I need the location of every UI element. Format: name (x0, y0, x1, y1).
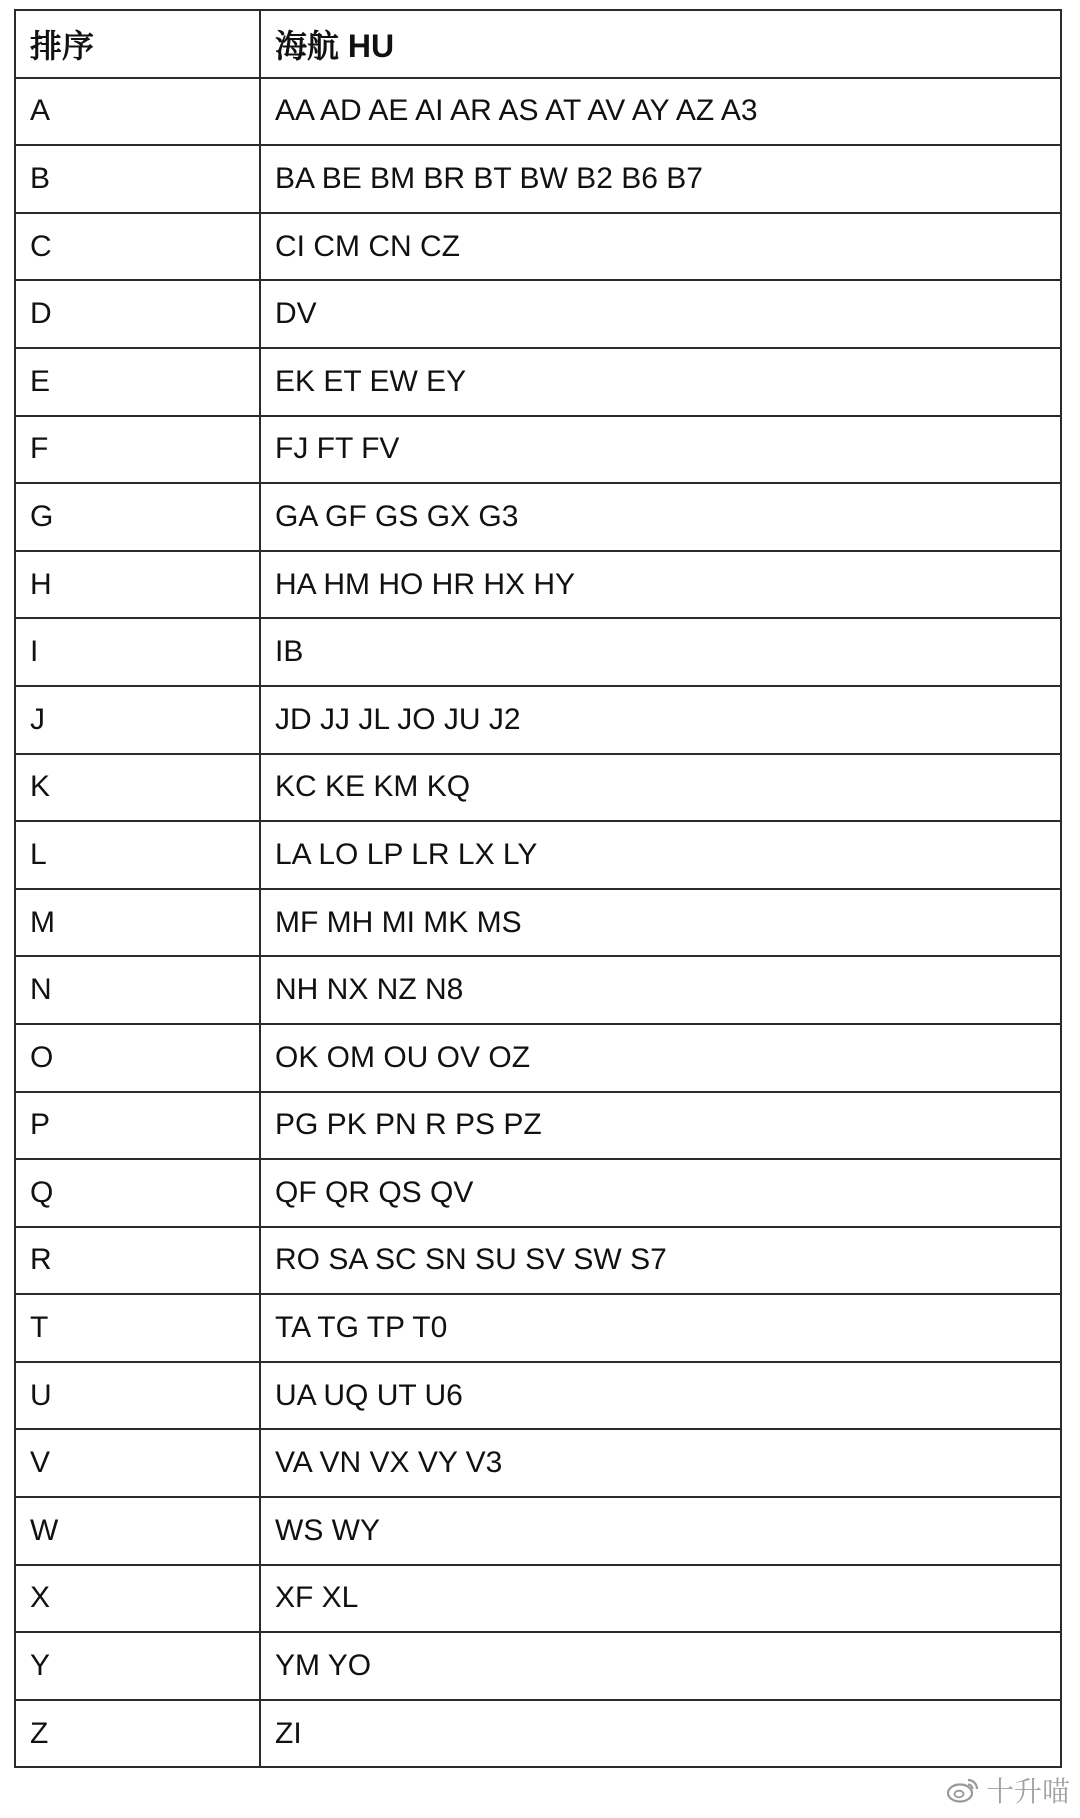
table-row (15, 1362, 1061, 1430)
row-airline-codes: IB (260, 618, 1061, 686)
row-letter: V (15, 1429, 260, 1497)
table-row (15, 1632, 1061, 1700)
row-airline-codes: XF XL (260, 1565, 1061, 1633)
table-row (15, 551, 1061, 619)
row-airline-codes: QF QR QS QV (260, 1159, 1061, 1227)
row-airline-codes: BA BE BM BR BT BW B2 B6 B7 (260, 145, 1061, 213)
row-airline-codes: WS WY (260, 1497, 1061, 1565)
row-letter: Z (15, 1700, 260, 1768)
table-row (15, 348, 1061, 416)
table-row (15, 1700, 1061, 1768)
row-letter: Q (15, 1159, 260, 1227)
table-row (15, 78, 1061, 146)
header-sort: 排序 (15, 10, 260, 78)
row-letter: P (15, 1092, 260, 1160)
table-row (15, 1565, 1061, 1633)
row-airline-codes: EK ET EW EY (260, 348, 1061, 416)
table-body (15, 78, 1061, 1768)
row-letter: M (15, 889, 260, 957)
row-airline-codes: LA LO LP LR LX LY (260, 821, 1061, 889)
table-row (15, 1497, 1061, 1565)
row-letter: K (15, 754, 260, 822)
table-row (15, 213, 1061, 281)
table-row (15, 145, 1061, 213)
row-airline-codes: GA GF GS GX G3 (260, 483, 1061, 551)
table-row (15, 280, 1061, 348)
row-airline-codes: OK OM OU OV OZ (260, 1024, 1061, 1092)
row-letter: A (15, 78, 260, 146)
row-airline-codes: CI CM CN CZ (260, 213, 1061, 281)
row-airline-codes: KC KE KM KQ (260, 754, 1061, 822)
row-airline-codes: AA AD AE AI AR AS AT AV AY AZ A3 (260, 78, 1061, 146)
table-row (15, 1429, 1061, 1497)
row-letter: N (15, 956, 260, 1024)
row-letter: R (15, 1227, 260, 1295)
watermark (946, 1770, 1070, 1810)
row-letter: H (15, 551, 260, 619)
table-row (15, 1294, 1061, 1362)
row-airline-codes: RO SA SC SN SU SV SW S7 (260, 1227, 1061, 1295)
table-row (15, 416, 1061, 484)
row-letter: L (15, 821, 260, 889)
row-airline-codes: YM YO (260, 1632, 1061, 1700)
row-letter: E (15, 348, 260, 416)
row-airline-codes: HA HM HO HR HX HY (260, 551, 1061, 619)
row-letter: W (15, 1497, 260, 1565)
row-letter: O (15, 1024, 260, 1092)
row-letter: B (15, 145, 260, 213)
row-airline-codes: NH NX NZ N8 (260, 956, 1061, 1024)
row-letter: Y (15, 1632, 260, 1700)
row-letter: D (15, 280, 260, 348)
table-row (15, 956, 1061, 1024)
airline-code-table-wrapper (14, 9, 1062, 1768)
table-row (15, 821, 1061, 889)
row-airline-codes: ZI (260, 1700, 1061, 1768)
row-airline-codes: DV (260, 280, 1061, 348)
watermark-text: 十升喵 (985, 1775, 1070, 1808)
airline-code-table (14, 9, 1062, 1768)
row-airline-codes: TA TG TP T0 (260, 1294, 1061, 1362)
table-row (15, 686, 1061, 754)
table-row (15, 1159, 1061, 1227)
row-letter: T (15, 1294, 260, 1362)
row-letter: G (15, 483, 260, 551)
row-airline-codes: FJ FT FV (260, 416, 1061, 484)
row-letter: C (15, 213, 260, 281)
row-airline-codes: MF MH MI MK MS (260, 889, 1061, 957)
table-row (15, 618, 1061, 686)
table-row (15, 889, 1061, 957)
table-row (15, 1024, 1061, 1092)
row-letter: U (15, 1362, 260, 1430)
row-airline-codes: UA UQ UT U6 (260, 1362, 1061, 1430)
row-airline-codes: PG PK PN R PS PZ (260, 1092, 1061, 1160)
row-airline-codes: JD JJ JL JO JU J2 (260, 686, 1061, 754)
table-header-row (15, 10, 1061, 78)
table-row (15, 754, 1061, 822)
row-letter: I (15, 618, 260, 686)
row-letter: J (15, 686, 260, 754)
weibo-icon (946, 1776, 980, 1804)
row-airline-codes: VA VN VX VY V3 (260, 1429, 1061, 1497)
header-hainan-airlines: 海航 HU (260, 10, 1061, 78)
table-row (15, 483, 1061, 551)
row-letter: F (15, 416, 260, 484)
table-row (15, 1227, 1061, 1295)
row-letter: X (15, 1565, 260, 1633)
table-row (15, 1092, 1061, 1160)
